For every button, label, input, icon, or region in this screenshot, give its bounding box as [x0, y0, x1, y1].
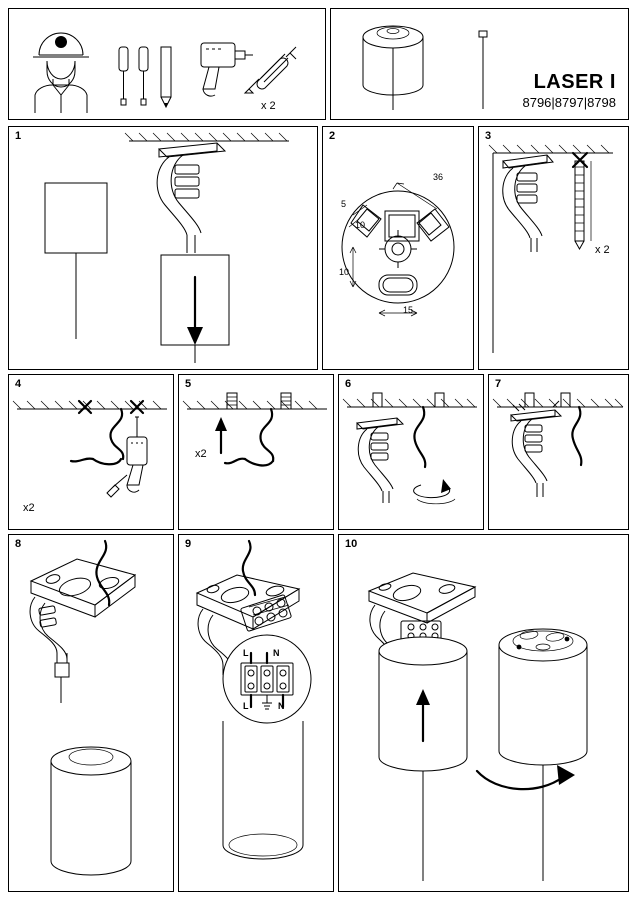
wall-plug-and-screw-icon — [245, 47, 296, 93]
baseplate-top-view — [342, 191, 454, 303]
lamp-shade — [223, 721, 303, 859]
screw-length-check — [573, 153, 587, 249]
panel-step-8 — [8, 534, 174, 892]
panel-step-1 — [8, 126, 318, 370]
step-number-1: 1 — [15, 130, 22, 142]
panel-step-4 — [8, 374, 174, 530]
panel-step-9 — [178, 534, 334, 892]
step-number-4: 4 — [15, 378, 22, 390]
panel-step-7 — [488, 374, 629, 530]
wall-plug-icon — [227, 393, 237, 409]
quantity-label: x2 — [23, 502, 35, 514]
step-number-9: 9 — [185, 538, 192, 550]
screwdriver-icon — [119, 47, 128, 105]
panel-step-2 — [322, 126, 474, 370]
step-number-7: 7 — [495, 378, 502, 390]
terminal-label-n-bottom: N — [278, 701, 285, 711]
pencil-icon — [161, 47, 171, 107]
tools-quantity-label: x 2 — [261, 100, 276, 112]
panel-step-3 — [478, 126, 629, 370]
drill-icon — [201, 43, 253, 96]
dimension-label: 5 — [341, 199, 347, 209]
panel-step-10 — [338, 534, 629, 892]
quantity-label: x 2 — [595, 244, 610, 256]
tools-panel — [8, 8, 326, 120]
brand-block — [522, 71, 616, 111]
step-number-3: 3 — [485, 130, 492, 142]
step-number-8: 8 — [15, 538, 22, 550]
bracket-assembly — [503, 155, 553, 252]
dimension-label: 36 — [433, 172, 444, 182]
brand-codes: 8796|8797|8798 — [522, 95, 616, 110]
lamp-shade — [51, 747, 131, 875]
brand-title: LASER I — [533, 71, 616, 93]
step-number-6: 6 — [345, 378, 352, 390]
allen-key-icon — [479, 31, 487, 109]
terminal-label-l-top: L — [243, 648, 249, 658]
quantity-label: x2 — [195, 448, 207, 460]
wall-plug-icon — [281, 393, 291, 409]
baseplate-assembly — [30, 559, 135, 703]
step-number-5: 5 — [185, 378, 192, 390]
ceiling-lamp-body — [363, 26, 423, 110]
bracket-assembly — [511, 401, 561, 497]
step-number-2: 2 — [329, 130, 336, 142]
panel-step-5 — [178, 374, 334, 530]
bracket-assembly — [157, 143, 225, 253]
lamp-left-assembly — [369, 573, 475, 881]
dimension-label: 10 — [355, 220, 366, 230]
terminal-label-n-top: N — [273, 648, 280, 658]
parts-panel — [330, 8, 629, 120]
step-number-10: 10 — [345, 538, 358, 550]
wiring-detail-zoom — [223, 635, 311, 723]
dimension-label: 15 — [403, 305, 414, 315]
worker-with-helmet-icon — [33, 33, 89, 113]
bracket-assembly — [357, 418, 403, 503]
screwdriver-icon — [139, 47, 148, 105]
terminal-label-l-bottom: L — [243, 701, 249, 711]
lamp-right-assembly — [477, 629, 587, 881]
dimension-label: 10 — [339, 267, 350, 277]
panel-step-6 — [338, 374, 484, 530]
